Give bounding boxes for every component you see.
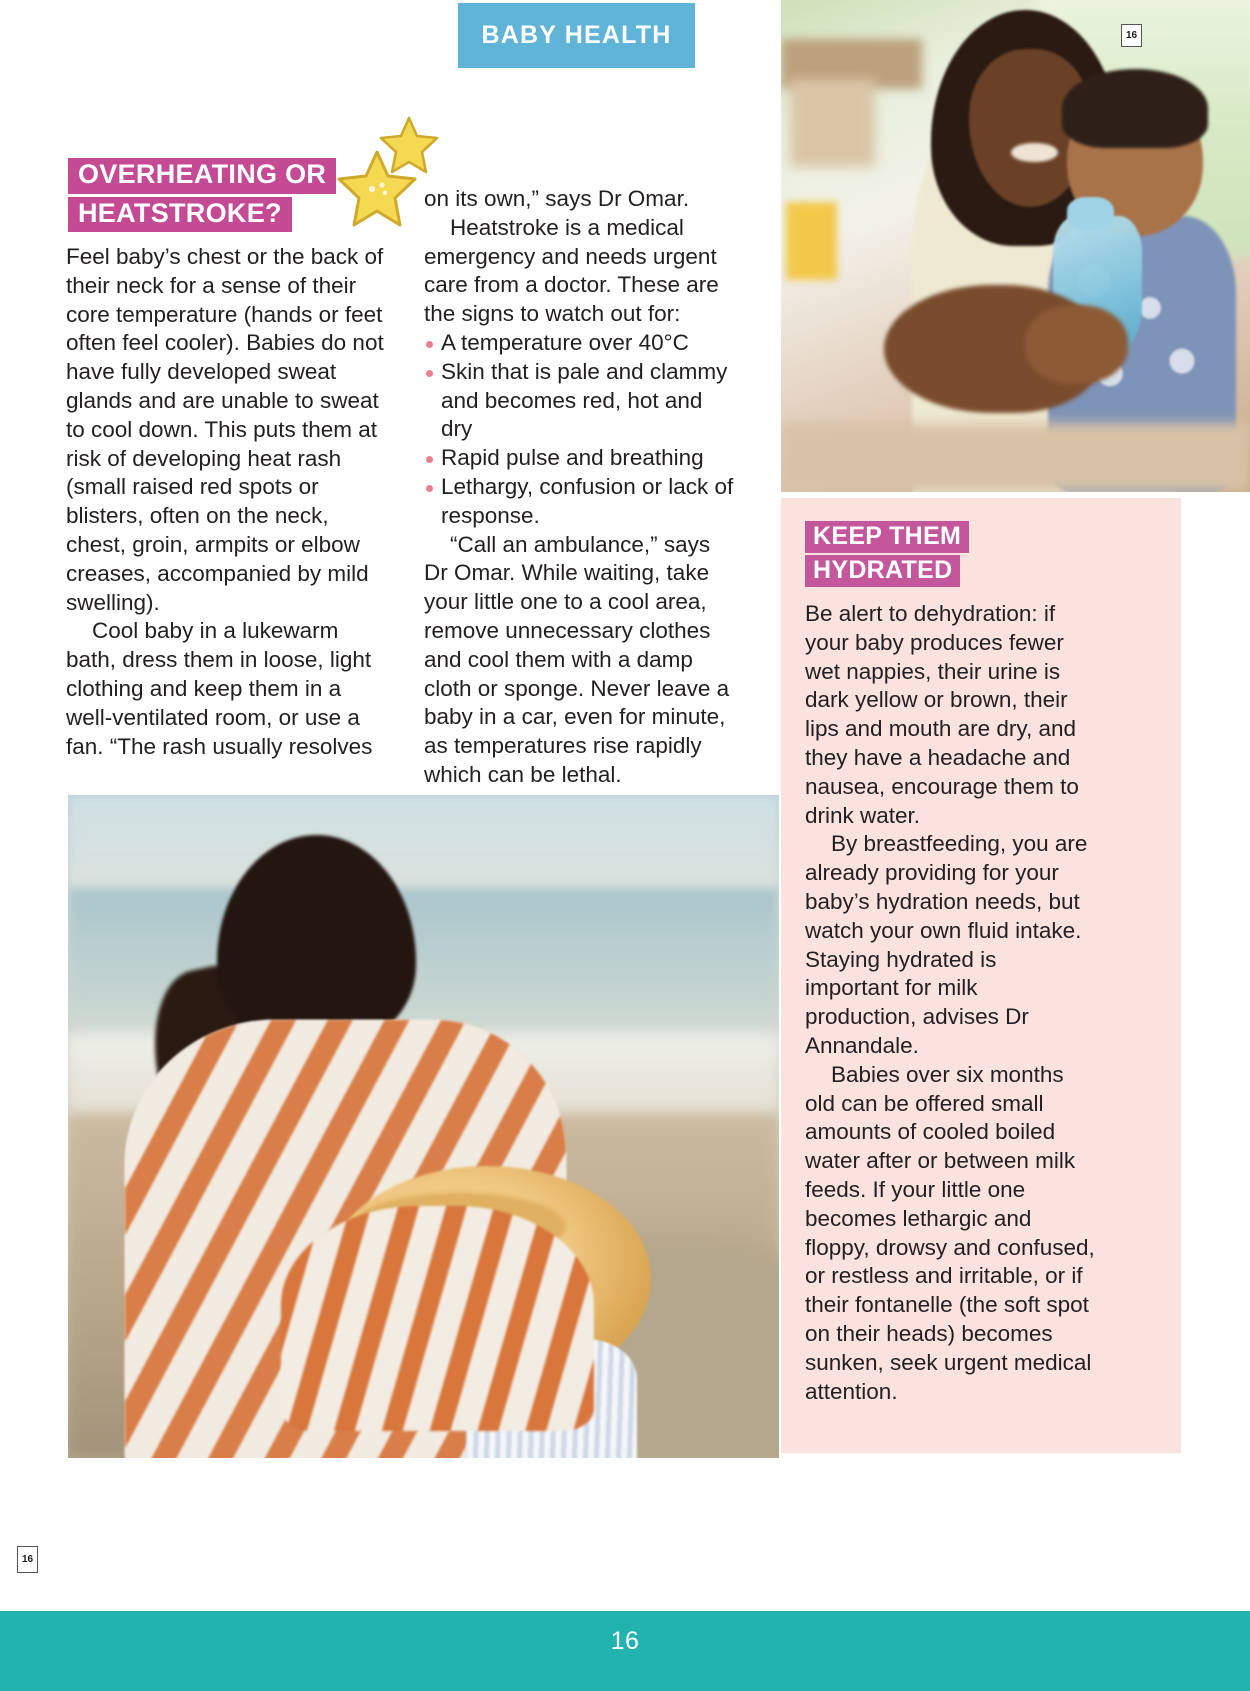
list-item-label: A temperature over 40°C: [441, 329, 689, 355]
list-item-label: Rapid pulse and breathing: [441, 445, 704, 471]
paragraph: Be alert to dehydration: if your baby produces fewer wet nappies, their urine is dark yellow or brown, their lips and mouth are dry, and they have a headache and nausea, encourage them to drink water.: [805, 601, 1079, 828]
beach-photo-mother-baby: [68, 795, 779, 1458]
headline-line-1: OVERHEATING OR: [68, 158, 336, 194]
list-item: [424, 329, 734, 358]
paragraph: on its own,” says Dr Omar.: [424, 186, 690, 211]
list-item: [424, 444, 734, 473]
list-item-label: Skin that is pale and clammy and becomes red, hot and dry: [441, 358, 728, 442]
sidebar-heading: [805, 521, 1145, 589]
heatstroke-signs-list: [424, 329, 734, 531]
paragraph: Feel baby’s chest or the back of their neck for a sense of their core temperature (hands or feet often feel cooler). Babies do not have fully developed sweat glands and are unable to sweat to cool down. This puts them at risk of developing heat rash (small raised red spots or blisters, often on the neck, chest, groin, armpits or elbow creases, accompanied by mild swelling).: [66, 244, 384, 615]
paragraph: By breastfeeding, you are already providing for your baby’s hydration needs, but watch your own fluid intake. Staying hydrated is important for milk production, advises Dr Annandale.: [805, 831, 1088, 1058]
paragraph: Babies over six months old can be offered small amounts of cooled boiled water after or between milk feeds. If your little one becomes lethargic and floppy, drowsy and confused, or restless and irritable, or if their fontanelle (the soft spot on their heads) becomes sunken, seek urgent medical attention.: [805, 1061, 1095, 1404]
paragraph: Cool baby in a lukewarm bath, dress them in loose, light clothing and keep them in a well-ventilated room, or use a fan. “The rash usually resolves: [66, 618, 373, 759]
list-item: [424, 473, 734, 531]
list-item-label: Lethargy, confusion or lack of response.: [441, 473, 734, 528]
article-middle-column: [424, 185, 734, 790]
footer-page-number: 16: [610, 1627, 640, 1655]
paragraph: “Call an ambulance,” says Dr Omar. While waiting, take your little one to a cool area, remove unnecessary clothes and cool them with a damp cloth or sponge. Never leave a baby in a car, even for minute, as temperatures rise rapidly which can be lethal.: [424, 531, 730, 787]
page-badge-bottom-left: 16: [17, 1546, 38, 1573]
category-tab-label: BABY HEALTH: [481, 21, 672, 49]
bullet-dot-icon: [426, 456, 433, 463]
page-badge-top-right: 16: [1121, 24, 1142, 47]
shelf-box-blur: [790, 79, 874, 168]
paragraph: Heatstroke is a medical emergency and needs urgent care from a doctor. These are the signs to watch out for:: [424, 214, 719, 327]
hero-photo-baby-bottle: [781, 0, 1250, 492]
mother-arm-sleeve: [281, 1206, 594, 1431]
mother-hands: [1025, 305, 1128, 384]
article-left-column: [66, 243, 386, 761]
category-tab: [458, 3, 695, 68]
list-item: [424, 358, 734, 444]
yellow-object-blur: [786, 202, 838, 281]
sidebar-heading-line-2: HYDRATED: [805, 555, 960, 587]
bullet-dot-icon: [426, 485, 433, 492]
floor-blur: [781, 423, 1250, 492]
sidebar-body: [805, 600, 1095, 1406]
sidebar-heading-line-1: KEEP THEM: [805, 521, 969, 553]
bullet-dot-icon: [426, 341, 433, 348]
article-headline: [68, 158, 398, 235]
headline-line-2: HEATSTROKE?: [68, 197, 292, 233]
page-footer: [0, 1611, 1250, 1691]
baby-hair: [1062, 69, 1207, 148]
baby-bottle-cap: [1067, 197, 1114, 231]
mother-smile: [1011, 143, 1058, 163]
bullet-dot-icon: [426, 370, 433, 377]
hydration-sidebar: [781, 498, 1181, 1453]
